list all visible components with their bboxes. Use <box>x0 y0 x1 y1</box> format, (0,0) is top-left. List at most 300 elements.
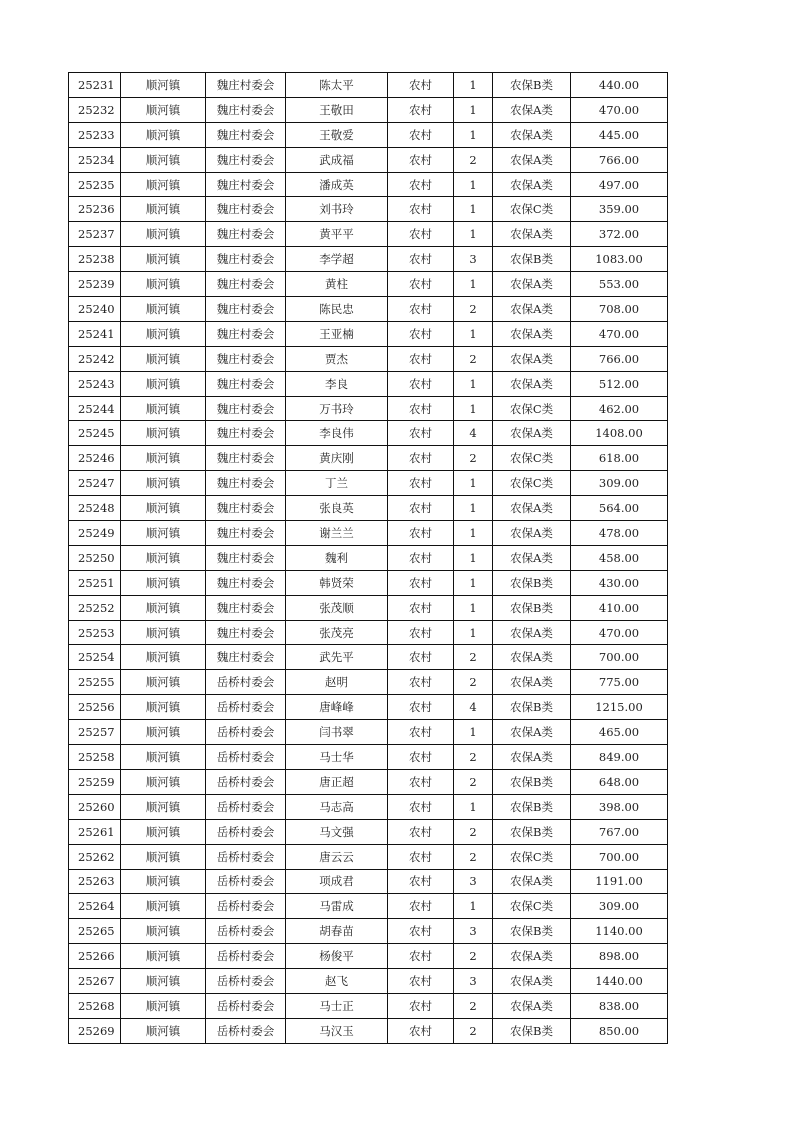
village-committee-cell: 岳桥村委会 <box>206 894 286 919</box>
person-name-cell: 黄庆刚 <box>286 446 388 471</box>
amount-cell: 410.00 <box>571 595 668 620</box>
insurance-category-cell: 农保A类 <box>493 371 571 396</box>
table-row <box>69 346 668 371</box>
town-cell: 顺河镇 <box>121 794 206 819</box>
table-row <box>69 297 668 322</box>
person-name-cell: 张良英 <box>286 496 388 521</box>
table-row <box>69 769 668 794</box>
amount-cell: 458.00 <box>571 545 668 570</box>
record-id-cell: 25247 <box>69 471 121 496</box>
amount-cell: 898.00 <box>571 944 668 969</box>
table-row <box>69 919 668 944</box>
amount-cell: 470.00 <box>571 620 668 645</box>
area-type-cell: 农村 <box>388 471 454 496</box>
village-committee-cell: 魏庄村委会 <box>206 396 286 421</box>
record-id-cell: 25233 <box>69 122 121 147</box>
record-id-cell: 25261 <box>69 819 121 844</box>
amount-cell: 359.00 <box>571 197 668 222</box>
amount-cell: 1215.00 <box>571 695 668 720</box>
record-id-cell: 25244 <box>69 396 121 421</box>
person-name-cell: 丁兰 <box>286 471 388 496</box>
village-committee-cell: 魏庄村委会 <box>206 645 286 670</box>
record-id-cell: 25262 <box>69 844 121 869</box>
village-committee-cell: 魏庄村委会 <box>206 172 286 197</box>
area-type-cell: 农村 <box>388 396 454 421</box>
town-cell: 顺河镇 <box>121 97 206 122</box>
amount-cell: 618.00 <box>571 446 668 471</box>
person-name-cell: 李良伟 <box>286 421 388 446</box>
household-count-cell: 1 <box>454 496 493 521</box>
insurance-category-cell: 农保A类 <box>493 421 571 446</box>
insurance-category-cell: 农保B类 <box>493 794 571 819</box>
person-name-cell: 杨俊平 <box>286 944 388 969</box>
household-count-cell: 2 <box>454 670 493 695</box>
town-cell: 顺河镇 <box>121 521 206 546</box>
town-cell: 顺河镇 <box>121 197 206 222</box>
subsidy-table <box>68 72 668 1044</box>
household-count-cell: 1 <box>454 172 493 197</box>
town-cell: 顺河镇 <box>121 321 206 346</box>
area-type-cell: 农村 <box>388 620 454 645</box>
insurance-category-cell: 农保A类 <box>493 521 571 546</box>
amount-cell: 309.00 <box>571 471 668 496</box>
village-committee-cell: 魏庄村委会 <box>206 521 286 546</box>
amount-cell: 767.00 <box>571 819 668 844</box>
person-name-cell: 王敬田 <box>286 97 388 122</box>
area-type-cell: 农村 <box>388 944 454 969</box>
village-committee-cell: 魏庄村委会 <box>206 371 286 396</box>
town-cell: 顺河镇 <box>121 595 206 620</box>
household-count-cell: 1 <box>454 73 493 98</box>
household-count-cell: 2 <box>454 819 493 844</box>
town-cell: 顺河镇 <box>121 695 206 720</box>
village-committee-cell: 魏庄村委会 <box>206 222 286 247</box>
table-row <box>69 73 668 98</box>
table-row <box>69 720 668 745</box>
area-type-cell: 农村 <box>388 272 454 297</box>
town-cell: 顺河镇 <box>121 471 206 496</box>
household-count-cell: 4 <box>454 421 493 446</box>
amount-cell: 497.00 <box>571 172 668 197</box>
household-count-cell: 3 <box>454 919 493 944</box>
insurance-category-cell: 农保A类 <box>493 147 571 172</box>
amount-cell: 462.00 <box>571 396 668 421</box>
person-name-cell: 张茂亮 <box>286 620 388 645</box>
household-count-cell: 1 <box>454 471 493 496</box>
insurance-category-cell: 农保A类 <box>493 222 571 247</box>
table-row <box>69 446 668 471</box>
town-cell: 顺河镇 <box>121 919 206 944</box>
village-committee-cell: 岳桥村委会 <box>206 769 286 794</box>
household-count-cell: 3 <box>454 969 493 994</box>
person-name-cell: 黄平平 <box>286 222 388 247</box>
amount-cell: 478.00 <box>571 521 668 546</box>
record-id-cell: 25268 <box>69 993 121 1018</box>
table-row <box>69 944 668 969</box>
household-count-cell: 2 <box>454 769 493 794</box>
village-committee-cell: 魏庄村委会 <box>206 421 286 446</box>
table-row <box>69 247 668 272</box>
area-type-cell: 农村 <box>388 869 454 894</box>
insurance-category-cell: 农保B类 <box>493 1018 571 1043</box>
town-cell: 顺河镇 <box>121 446 206 471</box>
insurance-category-cell: 农保A类 <box>493 645 571 670</box>
person-name-cell: 刘书玲 <box>286 197 388 222</box>
record-id-cell: 25246 <box>69 446 121 471</box>
person-name-cell: 陈太平 <box>286 73 388 98</box>
table-row <box>69 969 668 994</box>
person-name-cell: 马汉玉 <box>286 1018 388 1043</box>
insurance-category-cell: 农保A类 <box>493 297 571 322</box>
record-id-cell: 25239 <box>69 272 121 297</box>
town-cell: 顺河镇 <box>121 73 206 98</box>
insurance-category-cell: 农保A类 <box>493 496 571 521</box>
table-row <box>69 97 668 122</box>
person-name-cell: 王敬爱 <box>286 122 388 147</box>
table-row <box>69 521 668 546</box>
household-count-cell: 1 <box>454 97 493 122</box>
insurance-category-cell: 农保B类 <box>493 73 571 98</box>
town-cell: 顺河镇 <box>121 297 206 322</box>
village-committee-cell: 魏庄村委会 <box>206 595 286 620</box>
household-count-cell: 1 <box>454 794 493 819</box>
insurance-category-cell: 农保C类 <box>493 197 571 222</box>
town-cell: 顺河镇 <box>121 346 206 371</box>
area-type-cell: 农村 <box>388 321 454 346</box>
record-id-cell: 25252 <box>69 595 121 620</box>
record-id-cell: 25260 <box>69 794 121 819</box>
table-row <box>69 545 668 570</box>
amount-cell: 850.00 <box>571 1018 668 1043</box>
area-type-cell: 农村 <box>388 496 454 521</box>
amount-cell: 1440.00 <box>571 969 668 994</box>
amount-cell: 1083.00 <box>571 247 668 272</box>
person-name-cell: 唐云云 <box>286 844 388 869</box>
town-cell: 顺河镇 <box>121 720 206 745</box>
area-type-cell: 农村 <box>388 122 454 147</box>
village-committee-cell: 岳桥村委会 <box>206 969 286 994</box>
amount-cell: 564.00 <box>571 496 668 521</box>
town-cell: 顺河镇 <box>121 421 206 446</box>
insurance-category-cell: 农保A类 <box>493 620 571 645</box>
record-id-cell: 25266 <box>69 944 121 969</box>
area-type-cell: 农村 <box>388 745 454 770</box>
record-id-cell: 25235 <box>69 172 121 197</box>
table-row <box>69 819 668 844</box>
table-row <box>69 222 668 247</box>
table-row <box>69 695 668 720</box>
amount-cell: 309.00 <box>571 894 668 919</box>
amount-cell: 775.00 <box>571 670 668 695</box>
household-count-cell: 2 <box>454 944 493 969</box>
village-committee-cell: 岳桥村委会 <box>206 944 286 969</box>
amount-cell: 838.00 <box>571 993 668 1018</box>
table-row <box>69 471 668 496</box>
area-type-cell: 农村 <box>388 819 454 844</box>
record-id-cell: 25232 <box>69 97 121 122</box>
household-count-cell: 2 <box>454 844 493 869</box>
town-cell: 顺河镇 <box>121 371 206 396</box>
person-name-cell: 武成福 <box>286 147 388 172</box>
table-row <box>69 844 668 869</box>
area-type-cell: 农村 <box>388 421 454 446</box>
record-id-cell: 25257 <box>69 720 121 745</box>
table-row <box>69 993 668 1018</box>
insurance-category-cell: 农保A类 <box>493 944 571 969</box>
person-name-cell: 赵明 <box>286 670 388 695</box>
amount-cell: 430.00 <box>571 570 668 595</box>
town-cell: 顺河镇 <box>121 1018 206 1043</box>
area-type-cell: 农村 <box>388 521 454 546</box>
table-row <box>69 645 668 670</box>
area-type-cell: 农村 <box>388 993 454 1018</box>
table-row <box>69 670 668 695</box>
village-committee-cell: 魏庄村委会 <box>206 272 286 297</box>
person-name-cell: 唐正超 <box>286 769 388 794</box>
person-name-cell: 马雷成 <box>286 894 388 919</box>
amount-cell: 1191.00 <box>571 869 668 894</box>
area-type-cell: 农村 <box>388 73 454 98</box>
village-committee-cell: 岳桥村委会 <box>206 745 286 770</box>
person-name-cell: 马志高 <box>286 794 388 819</box>
amount-cell: 648.00 <box>571 769 668 794</box>
area-type-cell: 农村 <box>388 595 454 620</box>
household-count-cell: 2 <box>454 993 493 1018</box>
amount-cell: 372.00 <box>571 222 668 247</box>
person-name-cell: 马文强 <box>286 819 388 844</box>
town-cell: 顺河镇 <box>121 993 206 1018</box>
table-row <box>69 147 668 172</box>
insurance-category-cell: 农保C类 <box>493 396 571 421</box>
amount-cell: 766.00 <box>571 147 668 172</box>
record-id-cell: 25231 <box>69 73 121 98</box>
household-count-cell: 2 <box>454 745 493 770</box>
person-name-cell: 李学超 <box>286 247 388 272</box>
table-row <box>69 620 668 645</box>
person-name-cell: 潘成英 <box>286 172 388 197</box>
household-count-cell: 3 <box>454 869 493 894</box>
insurance-category-cell: 农保B类 <box>493 570 571 595</box>
village-committee-cell: 岳桥村委会 <box>206 993 286 1018</box>
person-name-cell: 胡春苗 <box>286 919 388 944</box>
town-cell: 顺河镇 <box>121 894 206 919</box>
record-id-cell: 25245 <box>69 421 121 446</box>
insurance-category-cell: 农保A类 <box>493 321 571 346</box>
person-name-cell: 闫书翠 <box>286 720 388 745</box>
amount-cell: 470.00 <box>571 97 668 122</box>
household-count-cell: 2 <box>454 297 493 322</box>
household-count-cell: 2 <box>454 346 493 371</box>
village-committee-cell: 魏庄村委会 <box>206 346 286 371</box>
record-id-cell: 25267 <box>69 969 121 994</box>
household-count-cell: 1 <box>454 720 493 745</box>
household-count-cell: 1 <box>454 371 493 396</box>
village-committee-cell: 岳桥村委会 <box>206 869 286 894</box>
household-count-cell: 1 <box>454 197 493 222</box>
household-count-cell: 1 <box>454 122 493 147</box>
area-type-cell: 农村 <box>388 297 454 322</box>
village-committee-cell: 魏庄村委会 <box>206 147 286 172</box>
record-id-cell: 25254 <box>69 645 121 670</box>
amount-cell: 553.00 <box>571 272 668 297</box>
record-id-cell: 25259 <box>69 769 121 794</box>
table-row <box>69 122 668 147</box>
insurance-category-cell: 农保A类 <box>493 172 571 197</box>
household-count-cell: 1 <box>454 620 493 645</box>
table-row <box>69 745 668 770</box>
table-row <box>69 595 668 620</box>
village-committee-cell: 岳桥村委会 <box>206 794 286 819</box>
village-committee-cell: 魏庄村委会 <box>206 122 286 147</box>
town-cell: 顺河镇 <box>121 396 206 421</box>
town-cell: 顺河镇 <box>121 620 206 645</box>
person-name-cell: 魏利 <box>286 545 388 570</box>
amount-cell: 465.00 <box>571 720 668 745</box>
village-committee-cell: 魏庄村委会 <box>206 545 286 570</box>
record-id-cell: 25243 <box>69 371 121 396</box>
household-count-cell: 1 <box>454 396 493 421</box>
household-count-cell: 1 <box>454 595 493 620</box>
amount-cell: 849.00 <box>571 745 668 770</box>
town-cell: 顺河镇 <box>121 969 206 994</box>
insurance-category-cell: 农保A类 <box>493 869 571 894</box>
person-name-cell: 万书玲 <box>286 396 388 421</box>
area-type-cell: 农村 <box>388 446 454 471</box>
record-id-cell: 25263 <box>69 869 121 894</box>
amount-cell: 1140.00 <box>571 919 668 944</box>
village-committee-cell: 魏庄村委会 <box>206 496 286 521</box>
village-committee-cell: 魏庄村委会 <box>206 471 286 496</box>
town-cell: 顺河镇 <box>121 222 206 247</box>
amount-cell: 1408.00 <box>571 421 668 446</box>
table-row <box>69 794 668 819</box>
household-count-cell: 1 <box>454 570 493 595</box>
area-type-cell: 农村 <box>388 197 454 222</box>
town-cell: 顺河镇 <box>121 645 206 670</box>
village-committee-cell: 岳桥村委会 <box>206 919 286 944</box>
table-row <box>69 570 668 595</box>
table-row <box>69 421 668 446</box>
insurance-category-cell: 农保B类 <box>493 695 571 720</box>
insurance-category-cell: 农保A类 <box>493 97 571 122</box>
village-committee-cell: 魏庄村委会 <box>206 297 286 322</box>
amount-cell: 512.00 <box>571 371 668 396</box>
person-name-cell: 贾杰 <box>286 346 388 371</box>
village-committee-cell: 魏庄村委会 <box>206 321 286 346</box>
person-name-cell: 韩贤荣 <box>286 570 388 595</box>
person-name-cell: 黄柱 <box>286 272 388 297</box>
insurance-category-cell: 农保C类 <box>493 471 571 496</box>
insurance-category-cell: 农保A类 <box>493 545 571 570</box>
village-committee-cell: 魏庄村委会 <box>206 446 286 471</box>
town-cell: 顺河镇 <box>121 545 206 570</box>
insurance-category-cell: 农保A类 <box>493 346 571 371</box>
village-committee-cell: 魏庄村委会 <box>206 247 286 272</box>
household-count-cell: 2 <box>454 645 493 670</box>
household-count-cell: 2 <box>454 147 493 172</box>
record-id-cell: 25237 <box>69 222 121 247</box>
insurance-category-cell: 农保B类 <box>493 919 571 944</box>
record-id-cell: 25253 <box>69 620 121 645</box>
insurance-category-cell: 农保C类 <box>493 844 571 869</box>
village-committee-cell: 岳桥村委会 <box>206 695 286 720</box>
area-type-cell: 农村 <box>388 794 454 819</box>
table-row <box>69 1018 668 1043</box>
insurance-category-cell: 农保A类 <box>493 969 571 994</box>
town-cell: 顺河镇 <box>121 247 206 272</box>
area-type-cell: 农村 <box>388 97 454 122</box>
town-cell: 顺河镇 <box>121 869 206 894</box>
area-type-cell: 农村 <box>388 720 454 745</box>
area-type-cell: 农村 <box>388 919 454 944</box>
record-id-cell: 25250 <box>69 545 121 570</box>
person-name-cell: 谢兰兰 <box>286 521 388 546</box>
table-row <box>69 869 668 894</box>
amount-cell: 766.00 <box>571 346 668 371</box>
area-type-cell: 农村 <box>388 969 454 994</box>
village-committee-cell: 岳桥村委会 <box>206 720 286 745</box>
town-cell: 顺河镇 <box>121 172 206 197</box>
person-name-cell: 武先平 <box>286 645 388 670</box>
record-id-cell: 25238 <box>69 247 121 272</box>
record-id-cell: 25242 <box>69 346 121 371</box>
town-cell: 顺河镇 <box>121 844 206 869</box>
record-id-cell: 25255 <box>69 670 121 695</box>
insurance-category-cell: 农保B类 <box>493 769 571 794</box>
table-row <box>69 172 668 197</box>
area-type-cell: 农村 <box>388 670 454 695</box>
record-id-cell: 25240 <box>69 297 121 322</box>
town-cell: 顺河镇 <box>121 944 206 969</box>
record-id-cell: 25234 <box>69 147 121 172</box>
table-row <box>69 321 668 346</box>
household-count-cell: 1 <box>454 272 493 297</box>
record-id-cell: 25241 <box>69 321 121 346</box>
area-type-cell: 农村 <box>388 570 454 595</box>
insurance-category-cell: 农保A类 <box>493 272 571 297</box>
town-cell: 顺河镇 <box>121 147 206 172</box>
town-cell: 顺河镇 <box>121 496 206 521</box>
amount-cell: 445.00 <box>571 122 668 147</box>
area-type-cell: 农村 <box>388 695 454 720</box>
household-count-cell: 2 <box>454 446 493 471</box>
amount-cell: 470.00 <box>571 321 668 346</box>
amount-cell: 700.00 <box>571 844 668 869</box>
insurance-category-cell: 农保A类 <box>493 720 571 745</box>
table-row <box>69 371 668 396</box>
area-type-cell: 农村 <box>388 844 454 869</box>
insurance-category-cell: 农保A类 <box>493 745 571 770</box>
town-cell: 顺河镇 <box>121 745 206 770</box>
village-committee-cell: 魏庄村委会 <box>206 570 286 595</box>
town-cell: 顺河镇 <box>121 670 206 695</box>
amount-cell: 440.00 <box>571 73 668 98</box>
record-id-cell: 25264 <box>69 894 121 919</box>
village-committee-cell: 魏庄村委会 <box>206 97 286 122</box>
insurance-category-cell: 农保C类 <box>493 894 571 919</box>
amount-cell: 398.00 <box>571 794 668 819</box>
area-type-cell: 农村 <box>388 371 454 396</box>
town-cell: 顺河镇 <box>121 122 206 147</box>
insurance-category-cell: 农保A类 <box>493 122 571 147</box>
record-id-cell: 25248 <box>69 496 121 521</box>
person-name-cell: 马士正 <box>286 993 388 1018</box>
table-row <box>69 396 668 421</box>
household-count-cell: 1 <box>454 894 493 919</box>
table-row <box>69 272 668 297</box>
insurance-category-cell: 农保B类 <box>493 819 571 844</box>
table-row <box>69 496 668 521</box>
